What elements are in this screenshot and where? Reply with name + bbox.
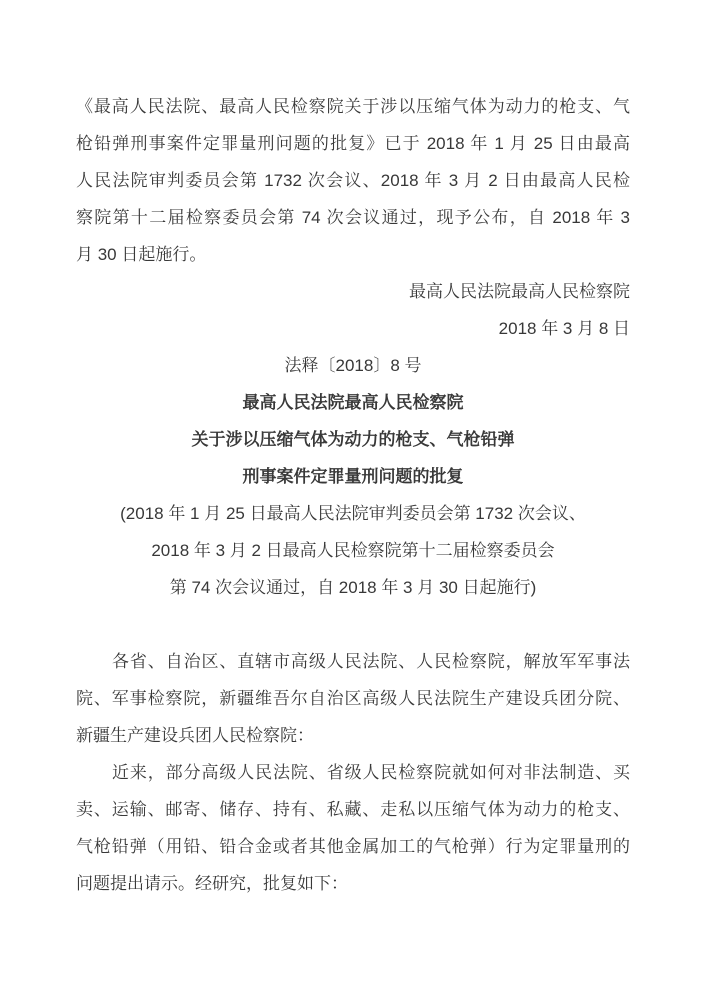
- adoption-note-line-2: 2018 年 3 月 2 日最高人民检察院第十二届检察委员会: [151, 541, 555, 560]
- addressees-line-2: 院、军事检察院，新疆维吾尔自治区高级人民法院生产建设兵团分院、: [76, 689, 630, 708]
- preamble-line-2: 卖、运输、邮寄、储存、持有、私藏、走私以压缩气体为动力的枪支、: [76, 800, 630, 819]
- addressees-line-3: 新疆生产建设兵团人民检察院：: [76, 726, 314, 745]
- promulgation-line-2: 枪铅弹刑事案件定罪量刑问题的批复》已于 2018 年 1 月 25 日由最高: [76, 134, 630, 153]
- preamble-line-4: 问题提出请示。经研究，批复如下：: [76, 874, 348, 893]
- document-number: 法释〔2018〕8 号: [284, 356, 422, 375]
- promulgation-line-4: 察院第十二届检察委员会第 74 次会议通过，现予公布，自 2018 年 3: [76, 208, 630, 227]
- promulgation-line-3: 人民法院审判委员会第 1732 次会议、2018 年 3 月 2 日由最高人民检: [76, 171, 630, 190]
- adoption-note-line-3: 第 74 次会议通过，自 2018 年 3 月 30 日起施行): [169, 578, 537, 597]
- preamble-line-1: 近来，部分高级人民法院、省级人民检察院就如何对非法制造、买: [112, 763, 630, 782]
- signature-date: 2018 年 3 月 8 日: [498, 319, 630, 338]
- document-title-line-1: 最高人民法院最高人民检察院: [242, 393, 464, 412]
- promulgation-line-1: 《最高人民法院、最高人民检察院关于涉以压缩气体为动力的枪支、气: [76, 97, 630, 116]
- preamble-line-3: 气枪铅弹（用铅、铅合金或者其他金属加工的气枪弹）行为定罪量刑的: [76, 837, 630, 856]
- signature-issuer: 最高人民法院最高人民检察院: [409, 282, 630, 301]
- promulgation-line-5: 月 30 日起施行。: [76, 245, 207, 264]
- adoption-note-line-1: (2018 年 1 月 25 日最高人民法院审判委员会第 1732 次会议、: [120, 504, 586, 523]
- document-title-line-2: 关于涉以压缩气体为动力的枪支、气枪铅弹: [191, 430, 515, 449]
- document-title-line-3: 刑事案件定罪量刑问题的批复: [242, 467, 464, 486]
- blank-line: [76, 606, 630, 643]
- addressees-line-1: 各省、自治区、直辖市高级人民法院、人民检察院，解放军军事法: [112, 652, 630, 671]
